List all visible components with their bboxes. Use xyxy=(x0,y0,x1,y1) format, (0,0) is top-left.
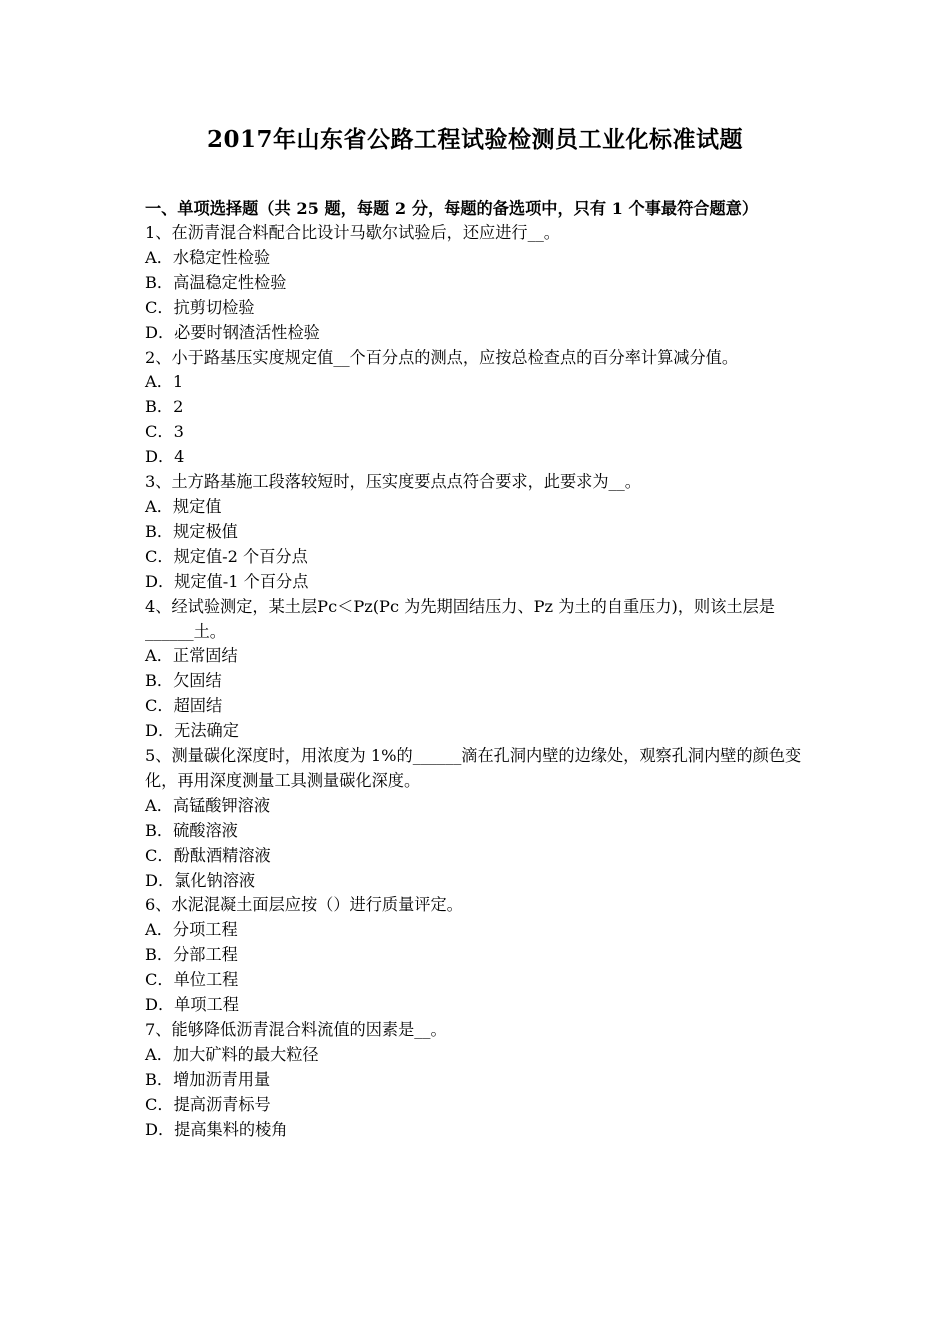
option-c: C．酚酞酒精溶液 xyxy=(145,845,271,865)
question-6 xyxy=(145,893,809,1018)
question-stem: 6、水泥混凝土面层应按（）进行质量评定。 xyxy=(145,895,463,915)
option-c: C．抗剪切检验 xyxy=(145,297,255,317)
question-stem: 4、经试验测定，某土层Pc＜Pz(Pc 为先期固结压力、Pz 为土的自重压力)，则该土层是______土。 xyxy=(145,596,775,641)
option-d: D．单项工程 xyxy=(145,995,239,1015)
question-stem: 5、测量碳化深度时，用浓度为 1%的______滴在孔洞内壁的边缘处，观察孔洞内壁的颜色变化，再用深度测量工具测量碳化深度。 xyxy=(145,746,802,790)
question-2 xyxy=(145,346,809,471)
option-c: C．规定值-2 个百分点 xyxy=(145,546,308,566)
option-b: B．2 xyxy=(145,397,184,417)
option-a: A．1 xyxy=(145,372,184,392)
option-d: D．无法确定 xyxy=(145,721,239,741)
option-d: D．提高集料的棱角 xyxy=(145,1119,288,1139)
question-3 xyxy=(145,470,809,595)
option-c: C．单位工程 xyxy=(145,970,239,990)
option-b: B．增加沥青用量 xyxy=(145,1069,271,1089)
option-c: C．3 xyxy=(145,422,184,442)
question-7 xyxy=(145,1018,809,1143)
option-c: C．提高沥青标号 xyxy=(145,1094,271,1114)
option-b: B．硫酸溶液 xyxy=(145,820,238,840)
option-d: D．规定值-1 个百分点 xyxy=(145,571,309,591)
document-title: 2017年山东省公路工程试验检测员工业化标准试题 xyxy=(206,126,743,153)
section-heading: 一、单项选择题（共 25 题，每题 2 分，每题的备选项中，只有 1 个事最符合题意） xyxy=(145,199,759,218)
option-a: A．水稳定性检验 xyxy=(145,247,271,267)
option-b: B．欠固结 xyxy=(145,671,222,691)
option-a: A．高锰酸钾溶液 xyxy=(145,795,271,815)
option-d: D．4 xyxy=(145,447,185,467)
option-b: B．规定极值 xyxy=(145,521,238,541)
document-body xyxy=(145,196,809,1143)
option-b: B．高温稳定性检验 xyxy=(145,272,287,292)
question-4 xyxy=(145,595,809,744)
option-b: B．分部工程 xyxy=(145,945,238,965)
question-stem: 3、土方路基施工段落较短时，压实度要点点符合要求，此要求为__。 xyxy=(145,472,641,492)
option-d: D．氯化钠溶液 xyxy=(145,870,256,890)
option-a: A．分项工程 xyxy=(145,920,238,940)
question-5 xyxy=(145,744,809,893)
question-stem: 1、在沥青混合料配合比设计马歇尔试验后，还应进行__。 xyxy=(145,223,560,242)
option-c: C．超固结 xyxy=(145,696,223,716)
question-stem: 2、小于路基压实度规定值__个百分点的测点，应按总检查点的百分率计算减分值。 xyxy=(145,347,739,367)
option-d: D．必要时钢渣活性检验 xyxy=(145,322,320,342)
option-a: A．规定值 xyxy=(145,496,222,516)
question-stem: 7、能够降低沥青混合料流值的因素是__。 xyxy=(145,1020,447,1039)
option-a: A．正常固结 xyxy=(145,646,238,666)
option-a: A．加大矿料的最大粒径 xyxy=(145,1044,319,1064)
question-1 xyxy=(145,221,809,346)
